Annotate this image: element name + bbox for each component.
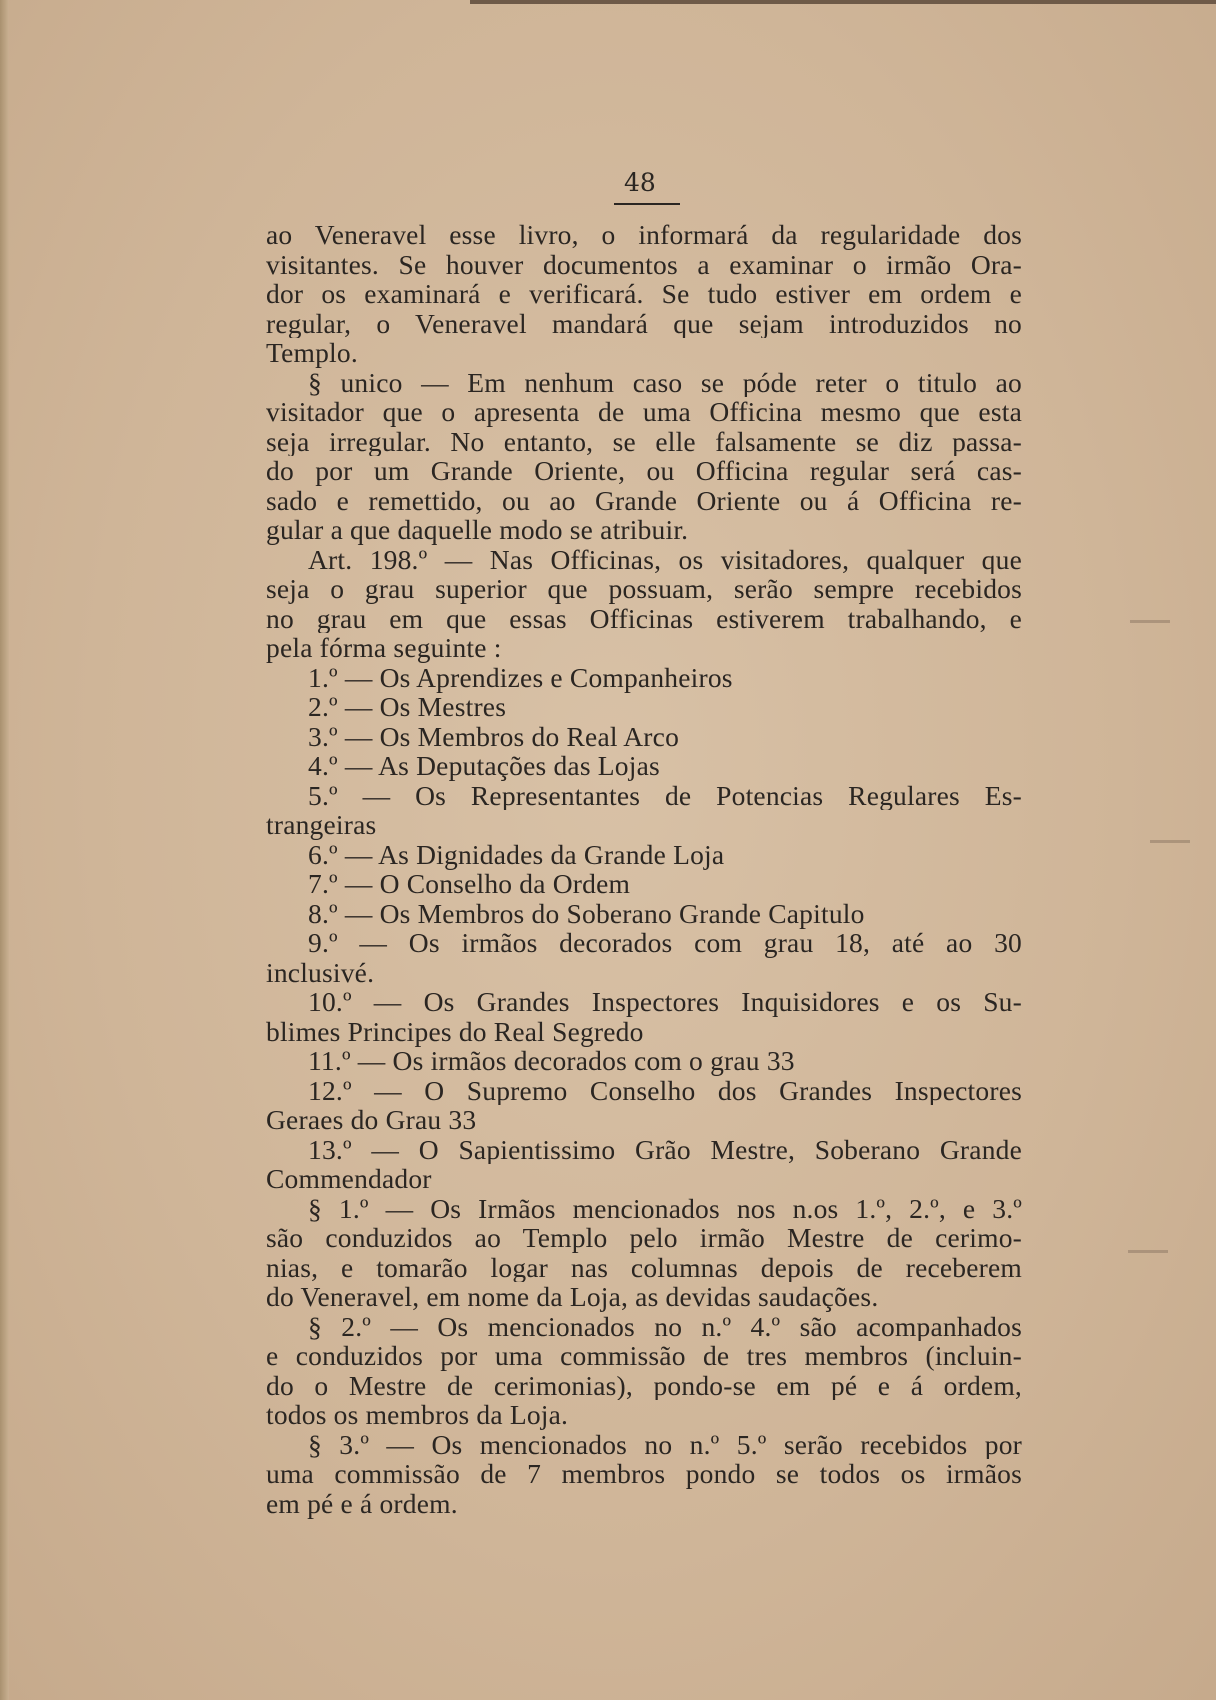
text-line: em pé e á ordem. bbox=[266, 1487, 458, 1519]
text-line: Templo. bbox=[266, 337, 358, 368]
text-line: do o Mestre de cerimonias), pondo-se em pé e á ordem, bbox=[266, 1370, 1022, 1400]
text-line: pela fórma seguinte : bbox=[266, 632, 502, 663]
text-line: § 1.º — Os Irmãos mencionados nos n.os 1.º, 2.º, e 3.º bbox=[308, 1193, 1022, 1223]
text-line: 5.º — Os Representantes de Potencias Regulares Es- bbox=[308, 780, 1022, 810]
text-line: Commendador bbox=[266, 1163, 432, 1194]
margin-smudge bbox=[1128, 1250, 1168, 1253]
text-line: sado e remettido, ou ao Grande Oriente ou á Officina re- bbox=[266, 485, 1022, 515]
page-left-edge bbox=[0, 0, 9, 1700]
text-line: 11.º — Os irmãos decorados com o grau 33 bbox=[308, 1045, 795, 1076]
text-line: uma commissão de 7 membros pondo se todos os irmãos bbox=[266, 1459, 1022, 1489]
text-line: visitador que o apresenta de uma Officina mesmo que esta bbox=[266, 397, 1022, 427]
text-line: 8.º — Os Membros do Soberano Grande Capitulo bbox=[308, 897, 865, 929]
text-line: no grau em que essas Officinas estiverem trabalhando, e bbox=[266, 603, 1022, 633]
text-line: ao Veneravel esse livro, o informará da regularidade dos bbox=[266, 220, 1022, 250]
text-line: visitantes. Se houver documentos a examinar o irmão Ora- bbox=[266, 249, 1022, 279]
text-line: gular a que daquelle modo se atribuir. bbox=[266, 514, 689, 545]
text-line: 12.º — O Supremo Conselho dos Grandes Inspectores bbox=[308, 1075, 1022, 1105]
text-line: do por um Grande Oriente, ou Officina regular será cas- bbox=[266, 456, 1022, 486]
page-text-body bbox=[266, 220, 1022, 1518]
text-line: regular, o Veneravel mandará que sejam introduzidos no bbox=[266, 308, 1022, 338]
text-line: 9.º — Os irmãos decorados com grau 18, até ao 30 bbox=[308, 928, 1022, 958]
text-line: seja o grau superior que possuam, serão sempre recebidos bbox=[266, 574, 1022, 604]
text-line: 6.º — As Dignidades da Grande Loja bbox=[308, 838, 725, 870]
text-line: seja irregular. No entanto, se elle falsamente se diz passa- bbox=[266, 426, 1022, 456]
text-line: 3.º — Os Membros do Real Arco bbox=[308, 720, 680, 752]
text-line: inclusivé. bbox=[266, 956, 375, 988]
text-line: do Veneravel, em nome da Loja, as devidas saudações. bbox=[266, 1281, 879, 1312]
text-line: § 3.º — Os mencionados no n.º 5.º serão recebidos por bbox=[308, 1429, 1022, 1459]
text-line: 7.º — O Conselho da Ordem bbox=[308, 868, 631, 899]
page-number: 48 bbox=[624, 168, 656, 197]
text-line: dor os examinará e verificará. Se tudo estiver em ordem e bbox=[266, 279, 1022, 309]
text-line: são conduzidos ao Templo pelo irmão Mestre de cerimo- bbox=[266, 1223, 1022, 1253]
text-line: § unico — Em nenhum caso se póde reter o titulo ao bbox=[308, 367, 1022, 397]
text-line: 1.º — Os Aprendizes e Companheiros bbox=[308, 661, 733, 693]
text-line: 13.º — O Sapientissimo Grão Mestre, Soberano Grande bbox=[308, 1134, 1022, 1164]
text-line: 2.º — Os Mestres bbox=[308, 691, 507, 722]
text-line: todos os membros da Loja. bbox=[266, 1399, 569, 1430]
margin-smudge bbox=[1130, 620, 1170, 623]
text-line: 10.º — Os Grandes Inspectores Inquisidores e os Su- bbox=[308, 987, 1022, 1017]
text-line: 4.º — As Deputações das Lojas bbox=[308, 750, 660, 781]
text-line: e conduzidos por uma commissão de tres membros (incluin- bbox=[266, 1341, 1022, 1371]
text-line: Art. 198.º — Nas Officinas, os visitadores, qualquer que bbox=[308, 544, 1022, 574]
text-line: nias, e tomarão logar nas columnas depois de receberem bbox=[266, 1252, 1022, 1282]
margin-smudge bbox=[1150, 840, 1190, 843]
text-line: Geraes do Grau 33 bbox=[266, 1104, 477, 1135]
page-number-rule bbox=[614, 203, 680, 205]
text-line: § 2.º — Os mencionados no n.º 4.º são acompanhados bbox=[308, 1311, 1022, 1341]
text-line: trangeiras bbox=[266, 809, 377, 840]
page-top-edge bbox=[470, 0, 1216, 4]
text-line: blimes Principes do Real Segredo bbox=[266, 1015, 644, 1047]
